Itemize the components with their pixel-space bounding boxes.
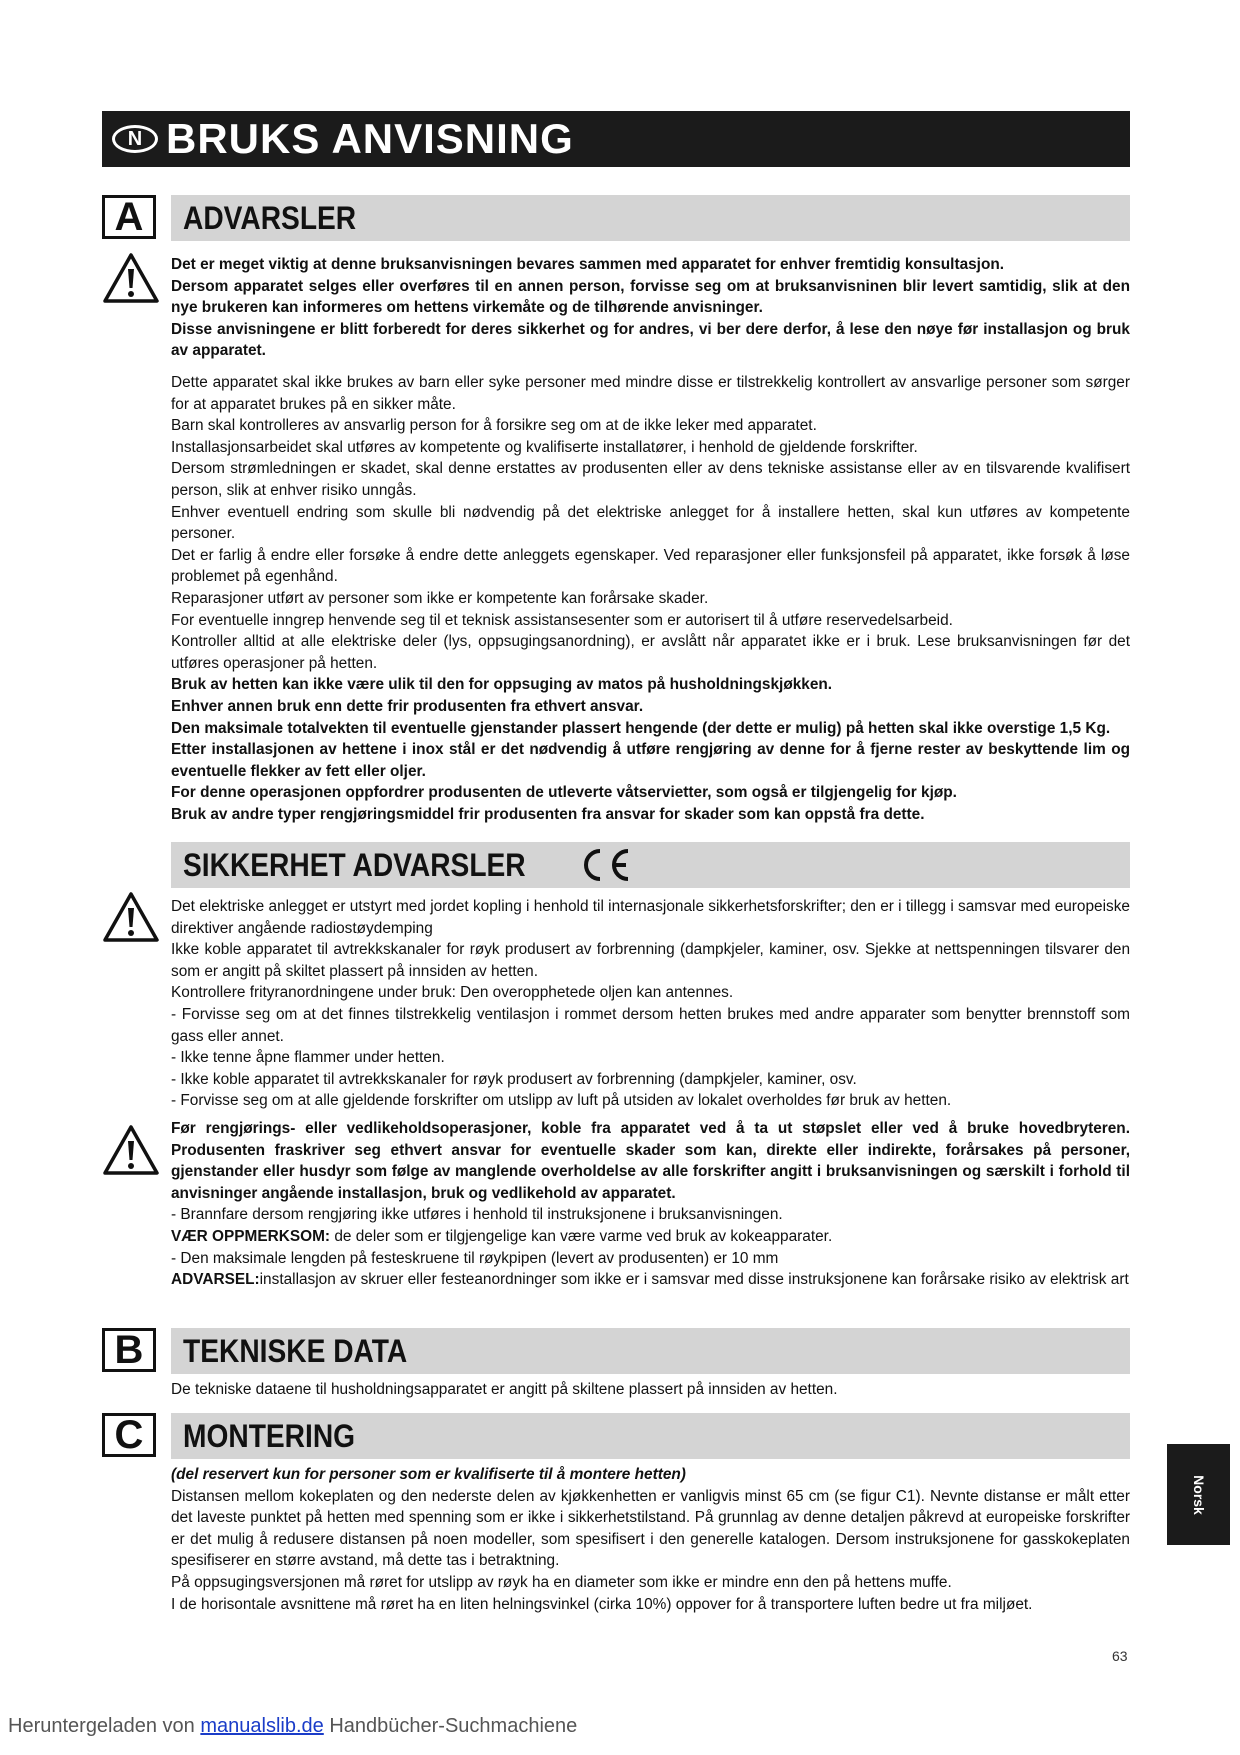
paragraph: Det er farlig å endre eller forsøke å endre dette anleggets egenskaper. Ved reparasjoner eller funksjonsfeil på apparatet, ikke forsøk å løse problemet på egenhånd.: [171, 546, 1130, 586]
paragraph: (del reservert kun for personer som er kvalifiserte til å montere hetten): [171, 1466, 686, 1483]
language-badge: N: [112, 125, 158, 153]
language-side-tab: [1167, 1444, 1230, 1545]
paragraph: Dette apparatet skal ikke brukes av barn eller syke personer med mindre disse er tilstrekkelig kontrollert av ansvarlige personer som sørger for at apparatet brukes på en sikker måte.: [171, 374, 1130, 413]
paragraph: For denne operasjonen oppfordrer produsenten de utleverte våtservietter, som også er tilgjengelig for kjøp.: [171, 784, 957, 802]
manual-title-bar: [102, 111, 1130, 167]
paragraph: Etter installasjonen av hettene i inox stål er det nødvendig å utføre rengjøring av denne for å fjerne rester av beskyttende lim og eventuelle flekker av fett eller oljer.: [171, 741, 1130, 780]
attention-label: VÆR OPPMERKSOM:: [171, 1227, 331, 1245]
ce-mark-icon: [576, 845, 634, 885]
paragraph: - Forvisse seg om at alle gjeldende forskrifter om utslipp av luft på utsiden av lokalet overholdes før bruk av hetten.: [171, 1092, 952, 1110]
paragraph: Bruk av hetten kan ikke være ulik til den for oppsuging av matos på husholdningskjøkken.: [171, 676, 833, 694]
warning-triangle-icon: [102, 1124, 160, 1176]
paragraph: Bruk av andre typer rengjøringsmiddel frir produsenten fra ansvar for skader som kan oppstå fra dette.: [171, 805, 925, 823]
section-a-heading: ADVARSLER: [183, 199, 357, 236]
section-c-header: [171, 1413, 1130, 1459]
safety-heading: SIKKERHET ADVARSLER: [183, 846, 526, 883]
section-c-letter: C: [102, 1413, 156, 1457]
paragraph: - Den maksimale lengden på festeskruene til røykpipen (levert av produsenten) er 10 mm: [171, 1249, 779, 1267]
warning-label: ADVARSEL:: [171, 1271, 260, 1289]
warning-triangle-icon: [102, 252, 160, 304]
section-a-header: [171, 195, 1130, 241]
paragraph: Dersom strømledningen er skadet, skal denne erstattes av produsenten eller av dens tekniske assistanse eller av en tilsvarende kvalifisert person, slik at enhver risiko unngås.: [171, 460, 1130, 499]
paragraph: Dersom apparatet selges eller overføres til en annen person, forvisse seg om at bruksanvisninen blir levert samtidig, slik at den nye brukeren kan informeres om hettens virkemåte og de tilhørende anvisninger.: [171, 277, 1130, 317]
paragraph: - Forvisse seg om at det finnes tilstrekkelig ventilasjon i rommet dersom hetten brukes med andre apparater som benytter brennstoff som gass eller annet.: [171, 1005, 1130, 1045]
section-b-header: [171, 1328, 1130, 1374]
section-b-body: [171, 1379, 1130, 1401]
paragraph: Ikke koble apparatet til avtrekkskanaler for røyk produsert av forbrenning (dampkjeler, kaminer, osv. Sjekke at nettspenningen tilsvarer den som er angitt på skiltet plassert på innsiden av hetten.: [171, 941, 1130, 980]
paragraph: På oppsugingsversjonen må røret for utslipp av røyk ha en diameter som ikke er mindre enn den på hettens muffe.: [171, 1573, 952, 1591]
paragraph: For eventuelle inngrep henvende seg til et teknisk assistansesenter som er autorisert til å utføre reservedelsarbeid.: [171, 611, 953, 629]
paragraph: Kontrollere frityranordningene under bruk: Den overopphetede oljen kan antennes.: [171, 984, 734, 1002]
paragraph: Enhver eventuell endring som skulle bli nødvendig på det elektriske anlegget for å installere hetten, skal kun utføres av kompetente personer.: [171, 503, 1130, 543]
safety-header: [171, 842, 1130, 888]
download-footer: [8, 1715, 577, 1738]
paragraph: Før rengjørings- eller vedlikeholdsoperasjoner, koble fra apparatet ved å ta ut støpslet eller ved å bruke hovedbryteren. Produsenten fraskriver seg ethvert ansvar for eventuelle skader som kan, direkte eller indirekte, forårsakes på personer, gjenstander eller husdyr som følge av manglende overholdelse av alle forskrifter angitt i bruksanvisningen og særskilt i forhold til anvisninger angående installasjon, bruk og vedlikehold av apparatet.: [171, 1120, 1130, 1202]
section-c-heading: MONTERING: [183, 1417, 356, 1454]
section-a-letter: A: [102, 195, 156, 239]
paragraph: Installasjonsarbeidet skal utføres av kompetente og kvalifiserte installatører, i henhold de gjeldende forskrifter.: [171, 438, 918, 456]
paragraph: Det er meget viktig at denne bruksanvisningen bevares sammen med apparatet for enhver fremtidig konsultasjon.: [171, 256, 1005, 273]
safety-list: [171, 896, 1130, 1112]
paragraph: [171, 1269, 1130, 1291]
paragraph: Reparasjoner utført av personer som ikke er kompetente kan forårsake skader.: [171, 589, 709, 607]
section-b-heading: TEKNISKE DATA: [183, 1332, 408, 1369]
paragraph: Enhver annen bruk enn dette frir produsenten fra ethvert ansvar.: [171, 697, 644, 715]
maintenance-warning: [171, 1118, 1130, 1291]
page-number: 63: [1112, 1648, 1128, 1664]
section-c-body: [171, 1464, 1130, 1615]
paragraph: - Ikke tenne åpne flammer under hetten.: [171, 1049, 445, 1067]
paragraph: Barn skal kontrolleres av ansvarlig person for å forsikre seg om at de ikke leker med apparatet.: [171, 417, 817, 435]
paragraph: Kontroller alltid at alle elektriske deler (lys, oppsugingsanordning), er avslått når apparatet ikke er i bruk. Lese bruksanvisningen før det utføres operasjoner på hetten.: [171, 633, 1130, 672]
manualslib-link[interactable]: manualslib.de: [200, 1715, 324, 1737]
paragraph: Distansen mellom kokeplaten og den nederste delen av kjøkkenhetten er vanligvis minst 65 cm (se figur C1). Nevnte distanse er målt etter det laveste punktet på hetten med spenning som er ikke i sikkerhetstilstand. På grunnlag av denne detaljen påkrevd at europeiske forskrifter er det mulig å redusere distansen på noen modeller, som spesifisert i den generelle katalogen. Dersom instruksjonene for gasskokeplaten spesifiserer en større avstand, må dette tas i betraktning.: [171, 1487, 1130, 1570]
paragraph: Den maksimale totalvekten til eventuelle gjenstander plassert hengende (der dette er mulig) på hetten skal ikke overstige 1,5 Kg.: [171, 719, 1111, 737]
paragraph: De tekniske dataene til husholdningsapparatet er angitt på skiltene plassert på innsiden av hetten.: [171, 1381, 838, 1398]
side-tab-label: Norsk: [1190, 1474, 1207, 1515]
page-title: BRUKS ANVISNING: [166, 115, 574, 162]
section-b-letter: B: [102, 1328, 156, 1372]
paragraph: I de horisontale avsnittene må røret ha en liten helningsvinkel (cirka 10%) oppover for å transportere luften bedre ut fra miljøet.: [171, 1595, 1033, 1613]
section-a-body: [171, 372, 1130, 825]
paragraph: - Brannfare dersom rengjøring ikke utføres i henhold til instruksjonene i bruksanvisningen.: [171, 1206, 783, 1224]
section-a-intro: [171, 254, 1130, 362]
footer-prefix: Heruntergeladen von: [8, 1715, 201, 1737]
attention-text: de deler som er tilgjengelige kan være varme ved bruk av kokeapparater.: [330, 1227, 833, 1245]
warning-text: installasjon av skruer eller festeanordninger som ikke er i samsvar med disse instruksjonene kan forårsake risiko av elektrisk art: [259, 1271, 1129, 1289]
paragraph: [171, 1226, 1130, 1248]
footer-suffix: Handbücher-Suchmachiene: [323, 1715, 578, 1737]
paragraph: Det elektriske anlegget er utstyrt med jordet kopling i henhold til internasjonale sikkerhetsforskrifter; den er i tillegg i samsvar med europeiske direktiver angående radiostøydemping: [171, 898, 1130, 937]
warning-triangle-icon: [102, 891, 160, 943]
paragraph: Disse anvisningene er blitt forberedt for deres sikkerhet og for andres, vi ber dere derfor, å lese den nøye før installasjon og bruk av apparatet.: [171, 320, 1130, 360]
paragraph: - Ikke koble apparatet til avtrekkskanaler for røyk produsert av forbrenning (dampkjeler, kaminer, osv.: [171, 1070, 857, 1088]
